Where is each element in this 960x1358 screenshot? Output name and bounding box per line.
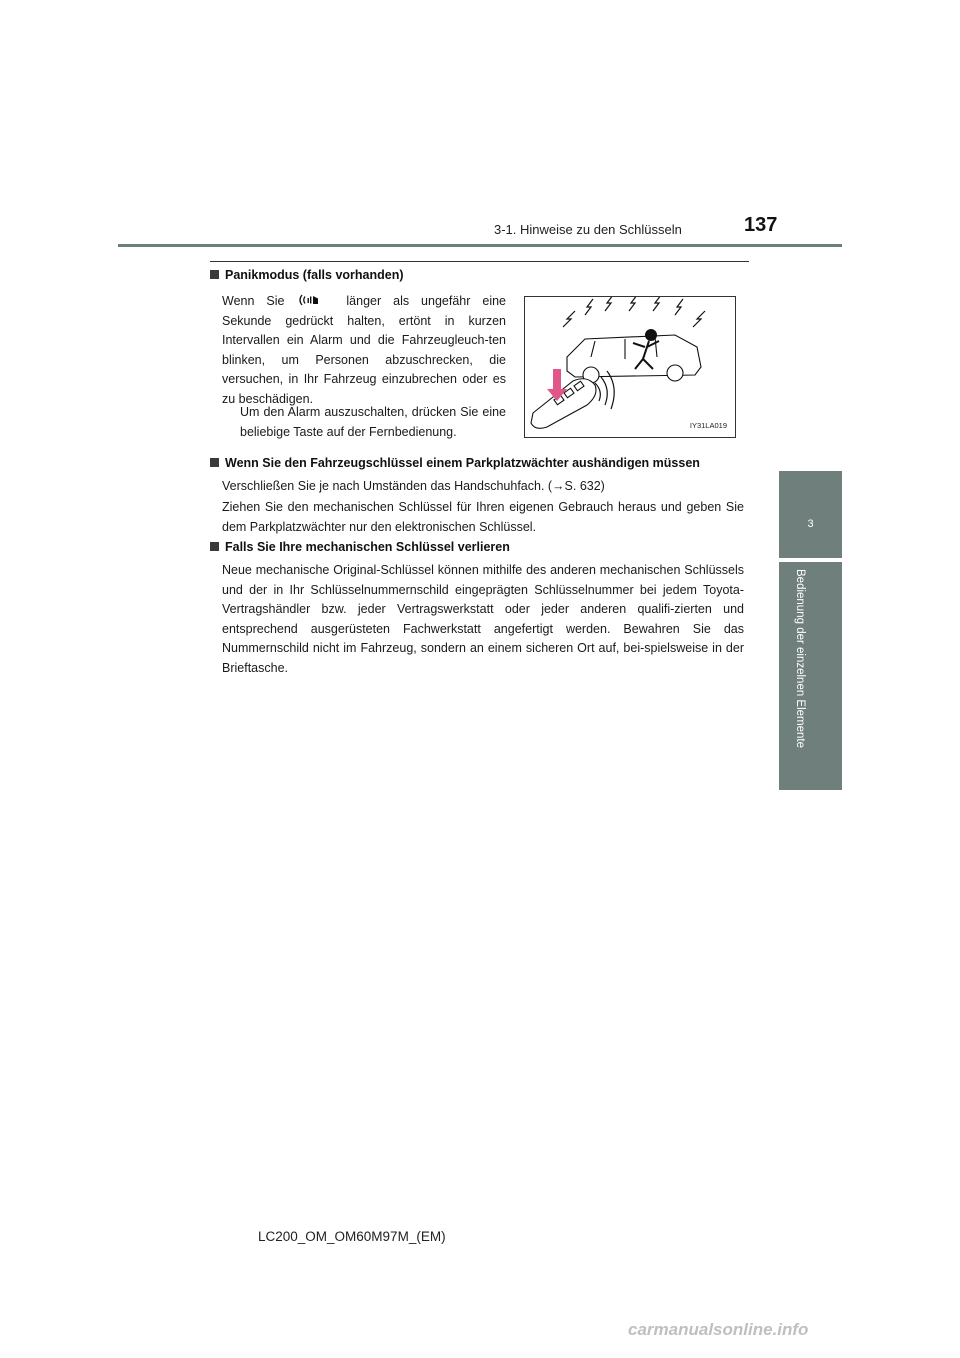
page-number: 137 xyxy=(744,214,778,236)
section-heading-lost-keys xyxy=(210,540,510,554)
car-icon xyxy=(567,335,701,383)
chapter-tab xyxy=(779,471,842,558)
key-fob-icon xyxy=(531,379,596,429)
header-divider xyxy=(118,244,842,247)
panic-button-icon xyxy=(296,294,334,306)
section-heading-text: Falls Sie Ihre mechanischen Schlüssel verlieren xyxy=(225,540,510,554)
bullet-square-icon xyxy=(210,542,219,551)
bullet-square-icon xyxy=(210,270,219,279)
figure-image-id: IY31LA019 xyxy=(689,421,727,430)
panic-mode-figure xyxy=(524,296,736,438)
valet-paragraph-1: Verschließen Sie je nach Umständen das Handschuhfach. (→S. 632) xyxy=(222,479,605,493)
panic-mode-paragraph xyxy=(222,292,506,409)
lost-keys-paragraph: Neue mechanische Original-Schlüssel können mithilfe des anderen mechanischen Schlüssels und der in Ihr Schlüsselnummernschild eingeprägten Schlüsselnummer bei jedem Toyota-Vertragshändler bzw. jeder Vertragswerkstatt oder jeder anderen qualifi-zierten und entsprechend ausgerüsteten Fachwerkstatt angefertigt werden. Bewahren Sie das Nummernschild nicht im Fahrzeug, sondern an einem sicheren Ort auf, bei-spielsweise in der Brieftasche. xyxy=(222,563,744,675)
watermark: carmanualsonline.info xyxy=(628,1320,809,1339)
document-code: LC200_OM_OM60M97M_(EM) xyxy=(258,1229,446,1244)
chapter-title: Bedienung der einzelnen Elemente xyxy=(794,569,806,749)
figure-illustration xyxy=(525,297,735,437)
section-heading-text: Panikmodus (falls vorhanden) xyxy=(225,268,404,282)
running-header: 3-1. Hinweise zu den Schlüsseln xyxy=(494,222,682,237)
panic-mode-note: Um den Alarm auszuschalten, drücken Sie eine beliebige Taste auf der Fernbedienung. xyxy=(240,405,506,439)
section-rule xyxy=(210,261,749,262)
panic-text-before-icon: Wenn Sie xyxy=(222,294,285,308)
chapter-number: 3 xyxy=(807,518,814,530)
lightning-icon xyxy=(563,297,705,327)
section-heading-valet xyxy=(210,456,700,470)
panic-text-after-icon: länger als ungefähr eine Sekunde gedrückt halten, ertönt in kurzen Intervallen ein Alarm und die Fahrzeugleuch-ten blinken, um Personen abzuschrecken, die versuchen, in Ihr Fahrzeug einzubrechen oder es zu beschädigen. xyxy=(222,294,506,406)
section-heading-text: Wenn Sie den Fahrzeugschlüssel einem Parkplatzwächter aushändigen müssen xyxy=(225,456,700,470)
valet-paragraph-2: Ziehen Sie den mechanischen Schlüssel für Ihren eigenen Gebrauch heraus und geben Sie dem Parkplatzwächter nur den elektronischen Schlüssel. xyxy=(222,500,744,534)
section-heading-panic-mode xyxy=(210,268,404,282)
bullet-square-icon xyxy=(210,458,219,467)
